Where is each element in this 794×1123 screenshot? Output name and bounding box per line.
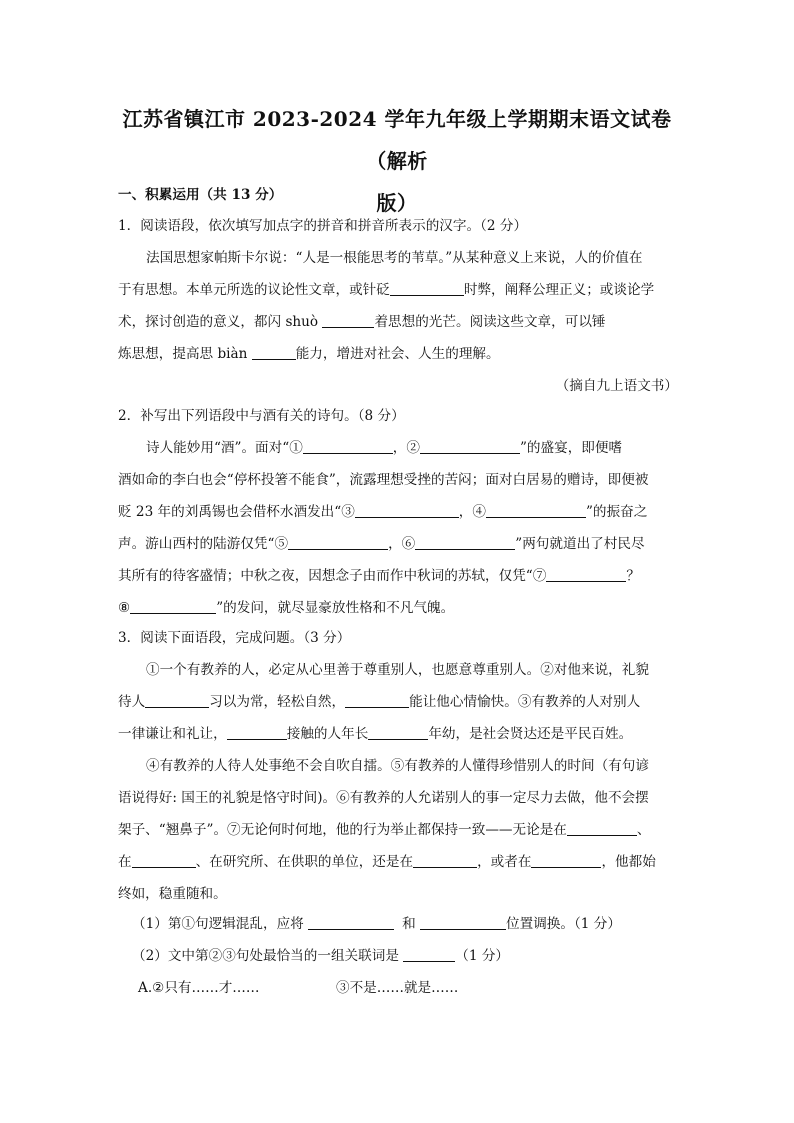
answer-blank[interactable]	[308, 915, 394, 930]
answer-blank[interactable]	[345, 693, 409, 708]
answer-blank[interactable]	[355, 503, 459, 518]
q3-para-line-1: ①一个有教养的人，必定从心里善于尊重别人，也愿意尊重别人。②对他来说，礼貌	[146, 662, 649, 678]
q2-line-4: 声。游山西村的陆游仅凭“⑤ ，⑥ ”两句就道出了村民尽	[118, 536, 645, 552]
q3-sub-2: （2）文中第②③句处最恰当的一组关联词是 （1 分）	[132, 948, 510, 964]
title-line-2: 版）	[376, 191, 418, 215]
title-line-1: 江苏省镇江市 2023-2024 学年九年级上学期期末语文试卷（解析	[122, 107, 672, 173]
answer-blank[interactable]	[322, 313, 374, 328]
q1-para-line-3: 术，探讨创造的意义，都闪 shuò 着思想的光芒。阅读这些文章，可以锤	[118, 314, 606, 330]
answer-blank[interactable]	[130, 599, 216, 614]
q2-stem: 2．补写出下列语段中与酒有关的诗句。（8 分）	[118, 408, 405, 424]
answer-blank[interactable]	[531, 853, 601, 868]
answer-blank[interactable]	[415, 535, 515, 550]
answer-blank[interactable]	[567, 821, 637, 836]
answer-blank[interactable]	[390, 281, 464, 296]
answer-blank[interactable]	[132, 853, 196, 868]
q3-para-line-4: ④有教养的人待人处事绝不会自吹自擂。⑤有教养的人懂得珍惜别人的时间（有句谚	[146, 758, 649, 774]
q2-line-1: 诗人能妙用“酒”。面对“① ，② ”的盛宴，即便嗜	[146, 440, 623, 456]
section-heading: 一、积累运用（共 13 分）	[118, 187, 283, 203]
q2-line-5: 其所有的待客盛情；中秋之夜，因想念子由而作中秋词的苏轼，仅凭“⑦ ？	[118, 568, 640, 584]
answer-blank[interactable]	[303, 439, 393, 454]
q1-stem: 1．阅读语段，依次填写加点字的拼音和拼音所表示的汉字。（2 分）	[118, 218, 528, 234]
answer-blank[interactable]	[546, 567, 626, 582]
answer-blank[interactable]	[252, 345, 296, 360]
q3-para-line-7: 在 、在研究所、在供职的单位，还是在 ，或者在 ，他都始	[118, 854, 656, 870]
answer-blank[interactable]	[145, 693, 209, 708]
option-a-part-2: ③不是……就是……	[336, 980, 459, 996]
answer-blank[interactable]	[368, 725, 428, 740]
q3-para-line-3: 一律谦让和礼让， 接触的人年长 年幼，是社会贤达还是平民百姓。	[118, 726, 633, 742]
q3-sub-1: （1）第①句逻辑混乱，应将 和 位置调换。（1 分）	[132, 916, 621, 932]
document-title	[110, 98, 684, 224]
q2-line-3: 贬 23 年的刘禹锡也会借杯水酒发出“③ ，④ ”的振奋之	[118, 504, 648, 520]
q1-para-line-1: 法国思想家帕斯卡尔说：“人是一根能思考的苇草。”从某种意义上来说，人的价值在	[146, 250, 643, 266]
q3-stem: 3．阅读下面语段，完成问题。（3 分）	[118, 630, 351, 646]
q3-para-line-2: 待人 习以为常，轻松自然， 能让他心情愉快。③有教养的人对别人	[118, 694, 641, 710]
q2-line-2: 酒如命的李白也会“停杯投箸不能食”，流露理想受挫的苦闷；面对白居易的赠诗，即便被	[118, 472, 649, 488]
answer-blank[interactable]	[486, 503, 586, 518]
q1-para-line-4: 炼思想，提高思 biàn 能力，增进对社会、人生的理解。	[118, 346, 500, 362]
answer-blank[interactable]	[227, 725, 287, 740]
answer-blank[interactable]	[420, 915, 506, 930]
q3-para-line-6: 架子、“翘鼻子”。⑦无论何时何地，他的行为举止都保持一致——无论是在 、	[118, 822, 651, 838]
q3-para-line-8: 终如，稳重随和。	[118, 886, 227, 902]
answer-blank[interactable]	[420, 439, 520, 454]
q3-para-line-5: 语说得好: 国王的礼貌是恪守时间)。⑥有教养的人允诺别人的事一定尽力去做，他不会摆	[118, 790, 649, 806]
answer-blank[interactable]	[288, 535, 388, 550]
q1-source: （摘自九上语文书）	[555, 378, 678, 394]
q1-para-line-2: 于有思想。本单元所选的议论性文章，或针砭 时弊，阐释公理正义；或谈论学	[118, 282, 655, 298]
answer-blank[interactable]	[403, 947, 455, 962]
answer-blank[interactable]	[413, 853, 477, 868]
option-a[interactable]: A.②只有……才……	[138, 980, 260, 996]
q2-line-6: ⑧ ”的发问，就尽显豪放性格和不凡气魄。	[118, 600, 455, 616]
